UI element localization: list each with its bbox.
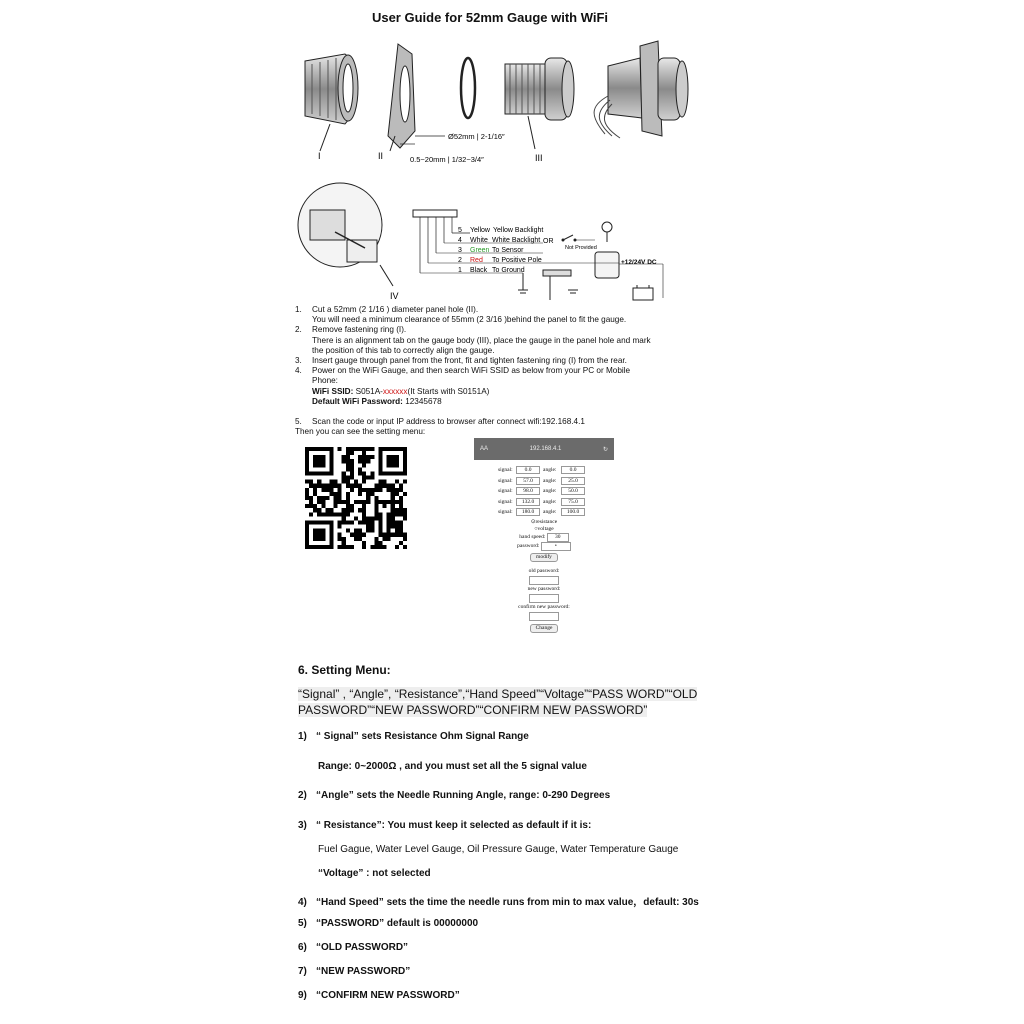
refresh-icon: ↻: [602, 446, 608, 453]
password-input[interactable]: •: [541, 542, 571, 551]
fastening-ring-icon: [305, 54, 358, 151]
step-2: Remove fastening ring (I).: [312, 325, 407, 335]
qr-code-icon: [305, 447, 407, 549]
angle-input[interactable]: 0.0: [561, 466, 585, 474]
angle-input[interactable]: 50.0: [561, 487, 585, 495]
voltage-radio[interactable]: ○voltage: [534, 525, 554, 532]
angle-input[interactable]: 75.0: [561, 498, 585, 506]
step-5-detail: Then you can see the setting menu:: [295, 427, 426, 437]
aa-label: AA: [480, 446, 489, 452]
signal-input[interactable]: 180.0: [516, 508, 540, 516]
step-1-detail: You will need a minimum clearance of 55mm (2 3/16 )behind the panel to fit the gauge.: [312, 315, 627, 325]
step-3: Insert gauge through panel from the front, fit and tighten fastening ring (I) from the rear.: [312, 356, 627, 366]
signal-input[interactable]: 132.0: [516, 498, 540, 506]
label-ii: II: [378, 151, 384, 161]
item-3-gauges: Fuel Gague, Water Level Gauge, Oil Pressure Gauge, Water Temperature Gauge: [318, 844, 679, 855]
angle-input[interactable]: 25.0: [561, 477, 585, 485]
item-3: 3) “ Resistance”: You must keep it selected as default if it is:: [298, 820, 592, 831]
step-4-detail: Phone:: [312, 376, 338, 386]
menu-signal-row: signal: 180.0 angle: 100.0: [498, 508, 614, 516]
item-1-range: Range: 0~2000Ω , and you must set all the 5 signal value: [318, 761, 587, 772]
power-label: +12/24V DC: [621, 259, 657, 266]
item-3-voltage: “Voltage” : not selected: [318, 868, 431, 879]
old-password-label: old password:: [528, 567, 560, 574]
setting-menu-screenshot: AA 192.168.4.1 ↻ signal: 0.0 angle: 0.0 signal: 57.0 angle: 25.0 signal: 98.0 angle: 50.0 signal: 132.0 angle: 75.0 signal: 180.0 angle: 100.0 ⊙resistance ○voltage hand speed: 30 password: • modify old password: new password: confirm new password: Change: [474, 438, 614, 633]
item-9: 9) “CONFIRM NEW PASSWORD”: [298, 990, 460, 1001]
step-2-detail-2: the position of this tab to correctly align the gauge.: [312, 345, 495, 355]
wiring-diagram: [295, 180, 695, 305]
not-provided-label: Not Provided: [565, 245, 597, 251]
or-label: OR: [543, 238, 554, 245]
confirm-password-input[interactable]: [529, 612, 559, 621]
signal-input[interactable]: 98.0: [516, 487, 540, 495]
label-iii: III: [535, 153, 543, 163]
wire-1-num: 1: [458, 267, 462, 274]
step-2-detail: There is an alignment tab on the gauge body (III), place the gauge in the panel hole and mark: [312, 335, 651, 345]
wire-3-func: To Sensor: [492, 247, 524, 254]
wire-5-color: Yellow: [470, 227, 490, 234]
signal-input[interactable]: 57.0: [516, 477, 540, 485]
wire-5-func: Yellow Backlight: [493, 227, 544, 234]
old-password-input[interactable]: [529, 576, 559, 585]
gauge-parts-illustration: [290, 36, 710, 166]
dim-panel: 0.5~20mm | 1/32~3/4″: [410, 155, 484, 164]
installation-steps: 1. Cut a 52mm (2 1/16 ) diameter panel hole (II). You will need a minimum clearance of 55mm (2 3/16 )behind the panel to fit the gauge. 2. Remove fastening ring (I). There is an alignment tab on the gauge body (III), place the gauge in the panel hole and mark the position of this tab to correctly align the gauge. 3. Insert gauge through panel from the front, fit and tighten fastening ring (I) from the rear. 4. Power on the WiFi Gauge, and then search WiFi SSID as below from your PC or Mobile Phone: WiFi SSID: S051A-xxxxxx(It Starts with S0151A) Default WiFi Password: 12345678 5. Scan the code or input IP address to browser after connect wifi:192.168.4.1 Then you can see the setting menu:: [295, 305, 715, 437]
item-6: 6) “OLD PASSWORD”: [298, 942, 409, 953]
item-5: 5) “PASSWORD” default is 00000000: [298, 918, 479, 929]
new-password-label: new password:: [527, 585, 561, 592]
wire-5-num: 5: [458, 227, 462, 234]
wifi-password: Default WiFi Password: 12345678: [312, 396, 442, 406]
gauge-body-icon: [505, 58, 574, 149]
step-5: Scan the code or input IP address to browser after connect wifi:192.168.4.1: [312, 417, 585, 427]
item-1: 1) “ Signal” sets Resistance Ohm Signal Range: [298, 731, 529, 742]
angle-input[interactable]: 100.0: [561, 508, 585, 516]
step-4: Power on the WiFi Gauge, and then search WiFi SSID as below from your PC or Mobile: [312, 366, 631, 376]
wire-3-color: Green: [470, 247, 490, 254]
label-i: I: [318, 151, 321, 161]
o-ring-icon: [461, 58, 475, 118]
dim-hole: Ø52mm | 2-1/16″: [448, 132, 505, 141]
menu-signal-row: signal: 98.0 angle: 50.0: [498, 487, 614, 495]
wire-4-num: 4: [458, 237, 462, 244]
setting-menu-items: “Signal” , “Angle”, “Resistance”,“Hand Speed”“Voltage”“PASS WORD”“OLD PASSWORD”“NEW PASSWORD”“CONFIRM NEW PASSWORD”: [298, 687, 698, 717]
step-1: Cut a 52mm (2 1/16 ) diameter panel hole (II).: [312, 305, 479, 314]
item-7: 7) “NEW PASSWORD”: [298, 966, 411, 977]
item-2: 2) “Angle” sets the Needle Running Angle, range: 0-290 Degrees: [298, 790, 611, 801]
section-6-heading: 6. Setting Menu:: [298, 663, 391, 677]
hand-speed-input[interactable]: 30: [547, 533, 569, 542]
page-title: User Guide for 52mm Gauge with WiFi: [371, 10, 609, 25]
panel-icon: [388, 44, 415, 151]
item-4: 4) “Hand Speed” sets the time the needle runs from min to max value，default: 30s: [298, 897, 699, 908]
modify-button[interactable]: modify: [530, 553, 558, 562]
new-password-input[interactable]: [529, 594, 559, 603]
url-bar: 192.168.4.1: [529, 446, 562, 452]
assembled-gauge-icon: [594, 41, 688, 138]
wire-1-func: To Ground: [492, 267, 525, 274]
wire-4-func: White Backlight: [492, 237, 541, 244]
signal-input[interactable]: 0.0: [516, 466, 540, 474]
menu-signal-row: signal: 132.0 angle: 75.0: [498, 498, 614, 506]
label-iv: IV: [390, 291, 399, 301]
wire-2-color: Red: [470, 257, 483, 264]
wire-4-color: White: [470, 237, 488, 244]
wire-3-num: 3: [458, 247, 462, 254]
confirm-password-label: confirm new password:: [518, 603, 570, 610]
change-button[interactable]: Change: [530, 624, 559, 633]
wire-2-num: 2: [458, 257, 462, 264]
menu-signal-row: signal: 0.0 angle: 0.0: [498, 466, 614, 474]
wire-1-color: Black: [470, 267, 488, 274]
wire-2-func: To Positive Pole: [492, 257, 542, 264]
menu-signal-row: signal: 57.0 angle: 25.0: [498, 477, 614, 485]
resistance-radio[interactable]: ⊙resistance: [530, 518, 558, 525]
wifi-ssid: WiFi SSID: S051A-xxxxxx(It Starts with S0151A): [312, 386, 490, 396]
